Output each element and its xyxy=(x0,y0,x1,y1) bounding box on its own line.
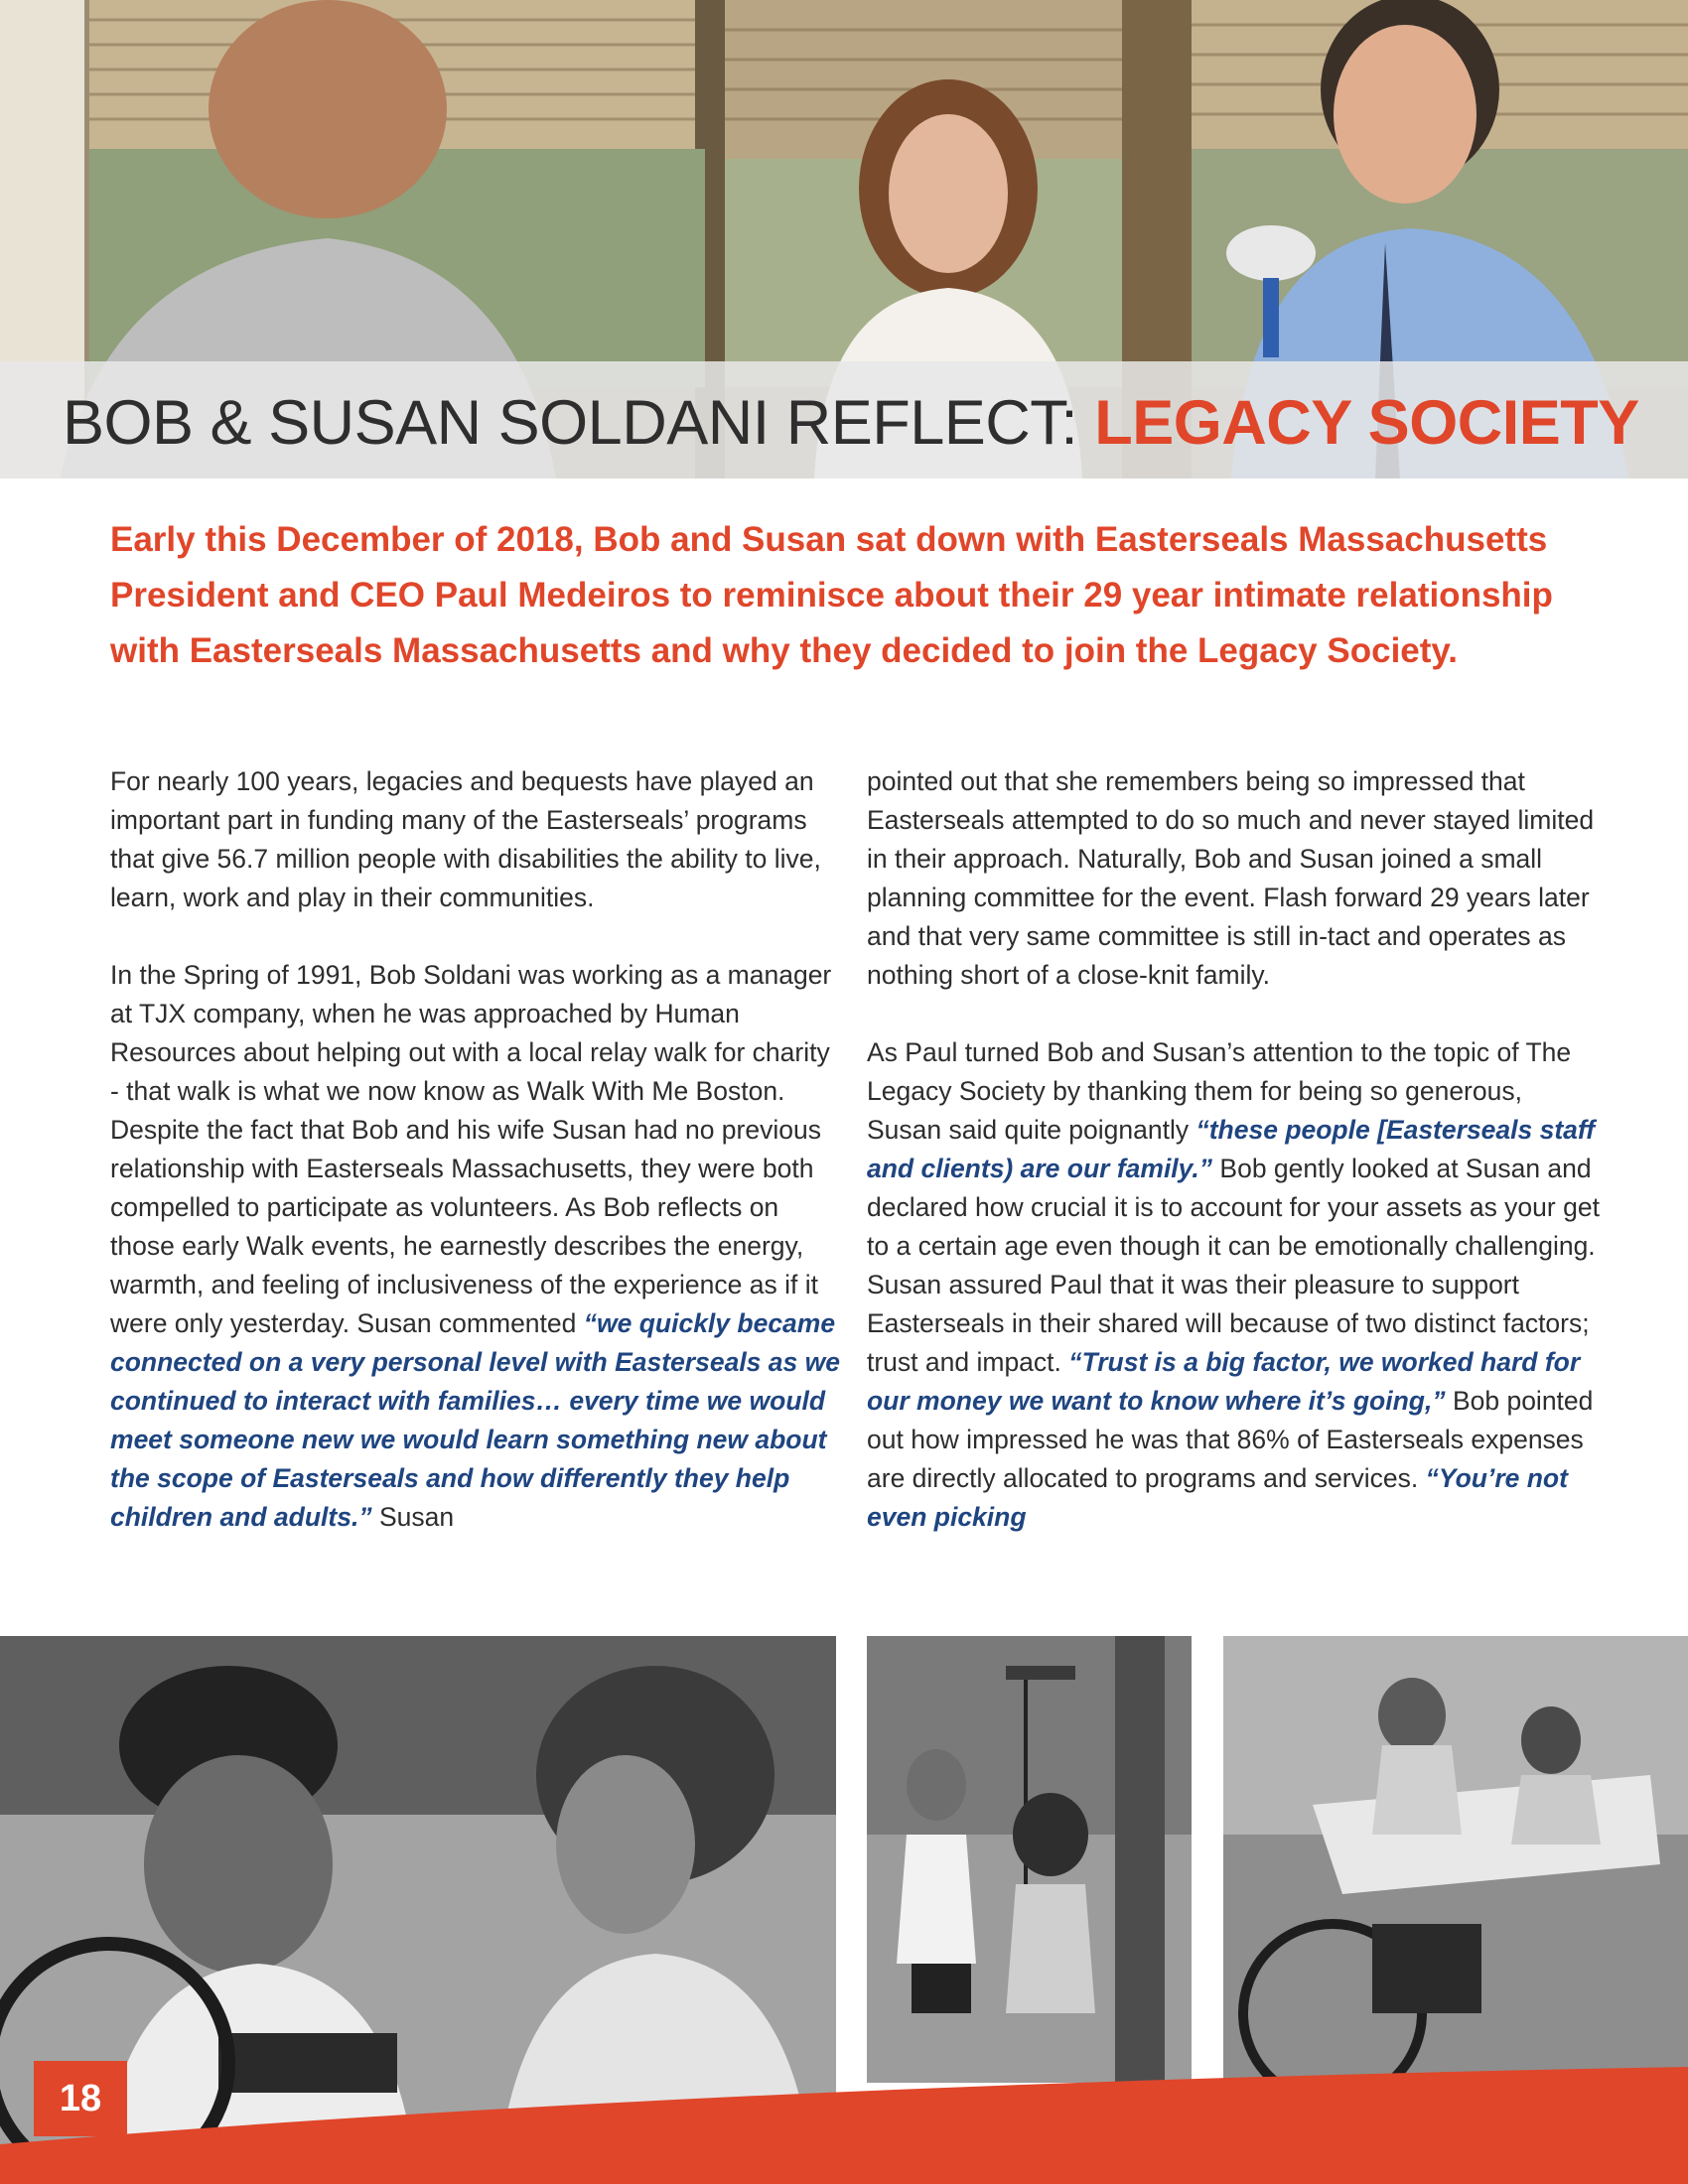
photo-pedal-boat xyxy=(1223,1636,1688,2083)
right-paragraph-2-a: As Paul turned Bob and Susan’s attention to the topic of The Legacy Society by thanking them for being so generous, Susan said quite poignantly xyxy=(867,1037,1572,1145)
intro-paragraph: Early this December of 2018, Bob and Susan sat down with Easterseals Massachusetts President and CEO Paul Medeiros to reminisce about their 29 year intimate relationship with Easterseals Massachusetts and why they decided to join the Legacy Society. xyxy=(110,520,1553,670)
page-number: 18 xyxy=(34,2061,127,2136)
page-title-main: BOB & SUSAN SOLDANI REFLECT: xyxy=(63,388,1095,458)
right-paragraph-2-b: Bob gently looked at Susan and declared how crucial it is to account for your assets as your get to a certain age even though it can be emotionally challenging. Susan assured Paul that it was their pleasure to support Easterseals in their shared will because of two distinct factors; trust and impact. xyxy=(867,1154,1600,1377)
left-column xyxy=(110,762,845,1537)
trust-quote: “Trust is a big factor, we worked hard for our money we want to know where it’s going,” xyxy=(867,1347,1581,1416)
right-paragraph-2-c: Bob pointed out how impressed he was that 86% of Easterseals expenses are directly allocated to programs and services. xyxy=(867,1386,1594,1493)
right-paragraph-2 xyxy=(867,1033,1602,1537)
photo-boy-girl-playground xyxy=(867,1636,1192,2083)
picking-quote: “You’re not even picking xyxy=(867,1463,1568,1532)
page-title xyxy=(63,385,1651,461)
footer-wave xyxy=(0,2045,1688,2184)
photo-boat-illustration xyxy=(1223,1636,1688,2083)
left-paragraph-1: For nearly 100 years, legacies and bequests have played an important part in funding many of the Easterseals’ programs that give 56.7 million people with disabilities the ability to live, learn, work and play in their communities. xyxy=(110,766,821,912)
susan-quote: “we quickly became connected on a very personal level with Easterseals as we continued to interact with families… every time we would meet someone new we would learn something new about the scope of Easterseals and how differently they help children and adults.” xyxy=(110,1308,840,1532)
left-paragraph-2-text: In the Spring of 1991, Bob Soldani was working as a manager at TJX company, when he was approached by Human Resources about helping out with a local relay walk for charity - that walk is what we now know as Walk With Me Boston. Despite the fact that Bob and his wife Susan had no previous relationship with Easterseals Massachusetts, they were both compelled to participate as volunteers. As Bob reflects on those early Walk events, he earnestly describes the energy, warmth, and feeling of inclusiveness of the experience as if it were only yesterday. Susan commented xyxy=(110,960,832,1338)
right-paragraph-1: pointed out that she remembers being so impressed that Easterseals attempted to do so much and never stayed limited in their approach. Naturally, Bob and Susan joined a small planning committee for the event. Flash forward 29 years later and that very same committee is still in-tact and operates as nothing short of a close-knit family. xyxy=(867,766,1595,990)
page-title-accent: LEGACY SOCIETY xyxy=(1094,388,1639,458)
family-quote: “these people [Easterseals staff and clients) are our family.” xyxy=(867,1115,1596,1183)
right-column xyxy=(867,762,1602,1537)
photo-playground-illustration xyxy=(867,1636,1192,2083)
left-paragraph-2 xyxy=(110,956,845,1537)
left-paragraph-2-tail: Susan xyxy=(371,1502,455,1532)
